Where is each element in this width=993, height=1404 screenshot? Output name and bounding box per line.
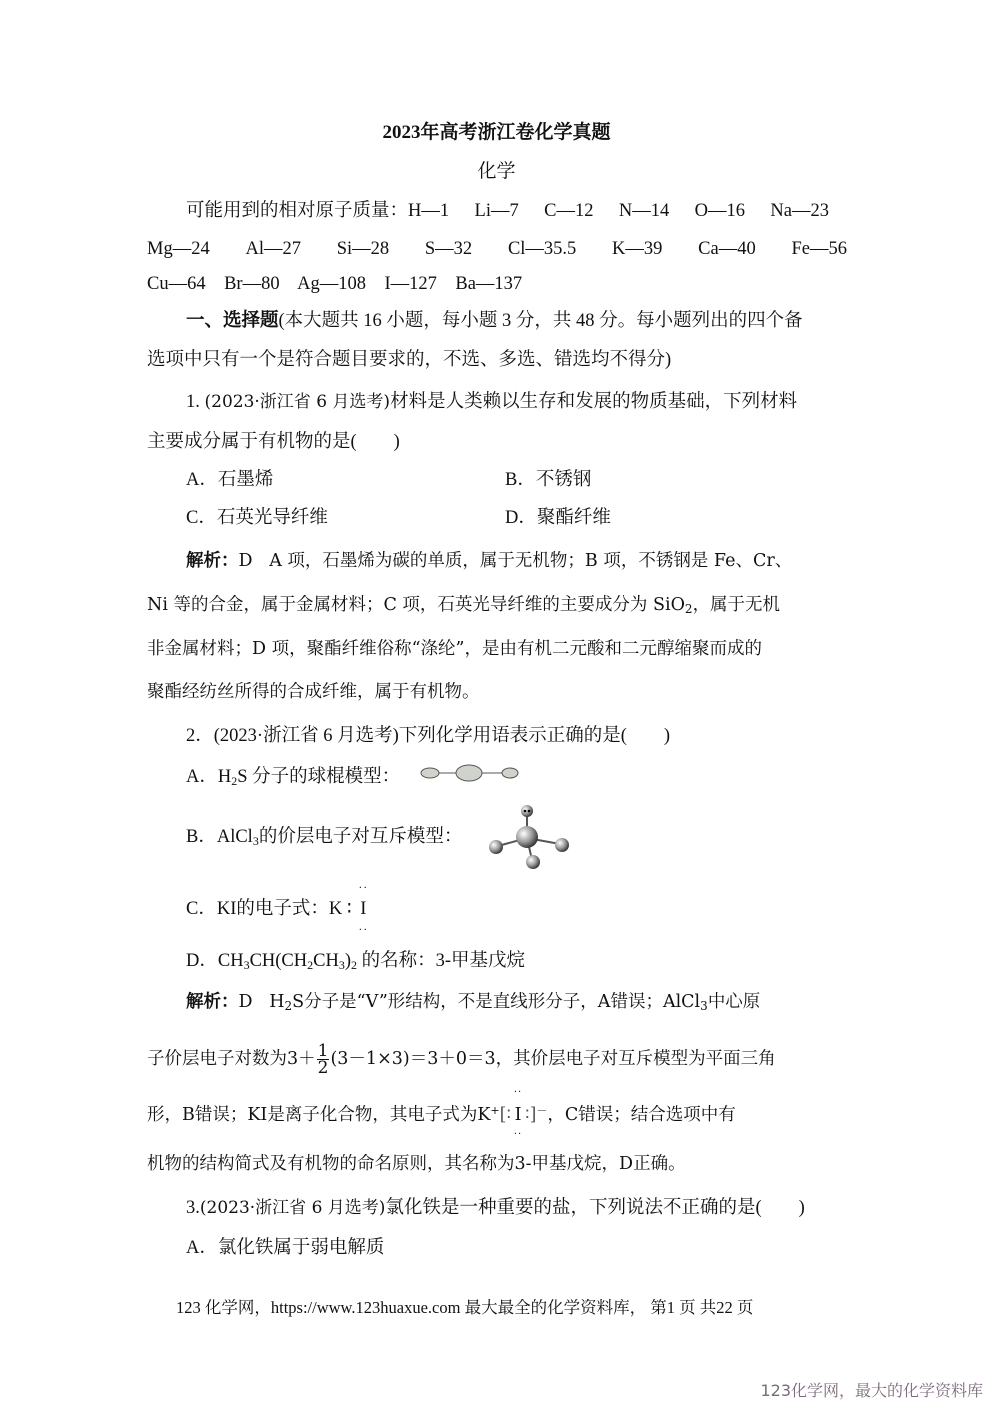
analysis-answer: D xyxy=(238,551,253,571)
option-b[interactable]: B．不锈钢 xyxy=(505,470,592,490)
mass-item: Br—80 xyxy=(224,274,280,294)
fraction-one-half xyxy=(317,1043,330,1076)
superscript: + xyxy=(490,1104,500,1117)
question-number: 1. xyxy=(186,392,205,412)
dots-top-icon: ·· xyxy=(513,1087,523,1098)
analysis-text: 子价层电子对数为3＋ xyxy=(147,1049,316,1069)
electron-pair-colon: ∶ xyxy=(346,899,352,919)
subscript: 3 xyxy=(252,834,259,848)
question-2-stem xyxy=(186,724,886,748)
question-1-analysis-line-2 xyxy=(147,593,847,617)
option-text: S 分子的球棍模型： xyxy=(237,767,401,787)
denominator: 2 xyxy=(317,1058,329,1078)
section-description-line-2: 选项中只有一个是符合题目要求的，不选、多选、错选均不得分) xyxy=(147,350,672,370)
atomic-mass-row-2 xyxy=(147,237,847,261)
subscript: 2 xyxy=(231,774,238,788)
analysis-label: 解析： xyxy=(186,551,239,571)
analysis-text: ，C错误；结合选项中有 xyxy=(547,1105,736,1125)
mass-item: Cu—64 xyxy=(147,274,206,294)
question-text: 氯化铁是一种重要的盐，下列说法不正确的是( ) xyxy=(385,1198,805,1218)
question-1-analysis xyxy=(186,549,886,573)
subscript: 2 xyxy=(307,958,314,972)
option-text: A．H xyxy=(186,767,232,787)
question-text: 材料是人类赖以生存和发展的物质基础，下列材料 xyxy=(390,392,798,412)
question-2-option-a[interactable] xyxy=(186,765,886,789)
question-1-stem xyxy=(186,390,886,414)
question-1-options-row-1 xyxy=(186,468,886,492)
option-c[interactable]: C．石英光导纤维 xyxy=(186,508,328,528)
analysis-text: ，属于无机 xyxy=(692,595,781,615)
question-2-analysis-line-3 xyxy=(147,1087,847,1140)
question-source: (2023·浙江省 6 月选考) xyxy=(199,1198,386,1218)
option-text: B．AlCl xyxy=(186,827,253,847)
section-description xyxy=(186,309,886,333)
subscript: 2 xyxy=(351,958,357,972)
option-text: CH xyxy=(313,951,339,971)
page-title: 2023年高考浙江卷化学真题 xyxy=(382,122,611,143)
analysis-text: (3－1×3)＝3＋0＝3，其价层电子对互斥模型为平面三角 xyxy=(330,1049,776,1069)
question-2-analysis-line-2 xyxy=(147,1043,847,1076)
question-2-analysis-line-4: 机物的结构简式及有机物的命名原则，其名称为3-甲基戊烷，D正确。 xyxy=(147,1154,686,1174)
subscript: 2 xyxy=(284,999,293,1013)
question-text: 下列化学用语表示正确的是( ) xyxy=(398,726,671,746)
analysis-text: H xyxy=(269,992,285,1012)
iodine-electron-dots xyxy=(356,880,370,936)
option-text: ) xyxy=(344,951,351,971)
dots-top-icon: ·· xyxy=(358,880,369,894)
mass-item: I—127 xyxy=(384,274,437,294)
analysis-answer: D xyxy=(238,992,253,1012)
mass-item: Mg—24 xyxy=(147,239,210,259)
question-1-analysis-line-4: 聚酯经纺丝所得的合成纤维，属于有机物。 xyxy=(147,682,480,702)
subscript: 2 xyxy=(684,602,693,616)
atomic-mass-row-1 xyxy=(186,199,846,223)
mass-item: Al—27 xyxy=(245,239,301,259)
question-2-option-d[interactable] xyxy=(186,949,886,973)
analysis-text: Ni 等的合金，属于金属材料；C 项，石英光导纤维的主要成分为 SiO xyxy=(147,595,685,615)
subscript: 3 xyxy=(243,958,250,972)
mass-item: Si—28 xyxy=(336,239,390,259)
analysis-text: 中心原 xyxy=(707,992,761,1012)
subscript: 3 xyxy=(700,999,708,1013)
numerator: 1 xyxy=(317,1041,329,1061)
mass-item: Cl—35.5 xyxy=(507,239,577,259)
question-number: 2． xyxy=(186,726,214,746)
mass-item: Li—7 xyxy=(474,201,519,221)
question-source: (2023·浙江省 6 月选考) xyxy=(213,726,399,746)
option-d[interactable]: D．聚酯纤维 xyxy=(505,508,611,528)
atom-symbol: I xyxy=(514,1105,522,1125)
mass-item: K—39 xyxy=(612,239,663,259)
alcl3-vsepr-model-icon xyxy=(486,800,572,872)
dots-bottom-icon: ·· xyxy=(513,1129,523,1140)
subject-heading: 化学 xyxy=(477,161,516,182)
page-footer: 123 化学网，https://www.123huaxue.com 最大最全的化学资料库， 第1 页 共22 页 xyxy=(176,1298,754,1317)
question-3-option-a[interactable]: A．氯化铁属于弱电解质 xyxy=(186,1238,385,1258)
mass-item: H—1 xyxy=(408,201,450,221)
question-1-analysis-line-3: 非金属材料；D 项，聚酯纤维俗称“涤纶”，是由有机二元酸和二元醇缩聚而成的 xyxy=(147,639,762,659)
section-desc-text: (本大题共 16 小题，每小题 3 分，共 48 分。每小题列出的四个备 xyxy=(278,311,803,331)
dots-bottom-icon: ·· xyxy=(358,922,369,936)
mass-item: Ag—108 xyxy=(297,274,366,294)
question-2-option-c[interactable] xyxy=(186,880,886,936)
mass-item: Ca—40 xyxy=(698,239,756,259)
option-text: D．CH xyxy=(186,951,244,971)
option-text: CH(CH xyxy=(249,951,308,971)
mass-item: Ba—137 xyxy=(455,274,523,294)
option-a[interactable]: A．石墨烯 xyxy=(186,470,274,490)
mass-item: N—14 xyxy=(618,201,670,221)
iodine-electron-dots xyxy=(511,1087,525,1140)
question-number: 3. xyxy=(186,1198,200,1218)
question-1-options-row-2 xyxy=(186,506,886,530)
atom-symbol: I xyxy=(360,899,367,919)
h2s-ball-stick-model-icon xyxy=(418,762,522,784)
atomic-mass-intro: 可能用到的相对原子质量： xyxy=(186,201,409,221)
analysis-text: 形，B错误；KI是离子化合物，其电子式为K xyxy=(147,1105,491,1125)
question-source: (2023·浙江省 6 月选考) xyxy=(204,392,391,412)
analysis-text: A 项，石墨烯为碳的单质，属于无机物；B 项，不锈钢是 Fe、Cr、 xyxy=(269,551,793,571)
mass-item: Na—23 xyxy=(770,201,829,221)
superscript: － xyxy=(536,1104,548,1117)
question-3-stem xyxy=(186,1196,886,1220)
subscript: 3 xyxy=(338,958,345,972)
option-text: 的名称：3-甲基戊烷 xyxy=(357,951,526,971)
bracket-open: [∶ xyxy=(499,1105,512,1125)
mass-item: O—16 xyxy=(694,201,745,221)
analysis-label: 解析： xyxy=(186,992,239,1012)
option-text: C．KI的电子式：K xyxy=(186,899,343,919)
atomic-mass-row-3 xyxy=(147,272,847,296)
bracket-close: ∶] xyxy=(525,1105,537,1125)
mass-item: S—32 xyxy=(424,239,473,259)
option-text: 的价层电子对互斥模型： xyxy=(258,827,463,847)
watermark: 123化学网，最大的化学资料库 xyxy=(760,1381,983,1400)
question-2-analysis xyxy=(186,990,886,1014)
mass-item: C—12 xyxy=(544,201,594,221)
analysis-text: S分子是“V”形结构，不是直线形分子，A错误；AlCl xyxy=(292,992,701,1012)
mass-item: Fe—56 xyxy=(791,239,847,259)
section-heading: 一、选择题 xyxy=(186,311,279,331)
question-1-stem-line-2: 主要成分属于有机物的是( ) xyxy=(147,432,400,452)
